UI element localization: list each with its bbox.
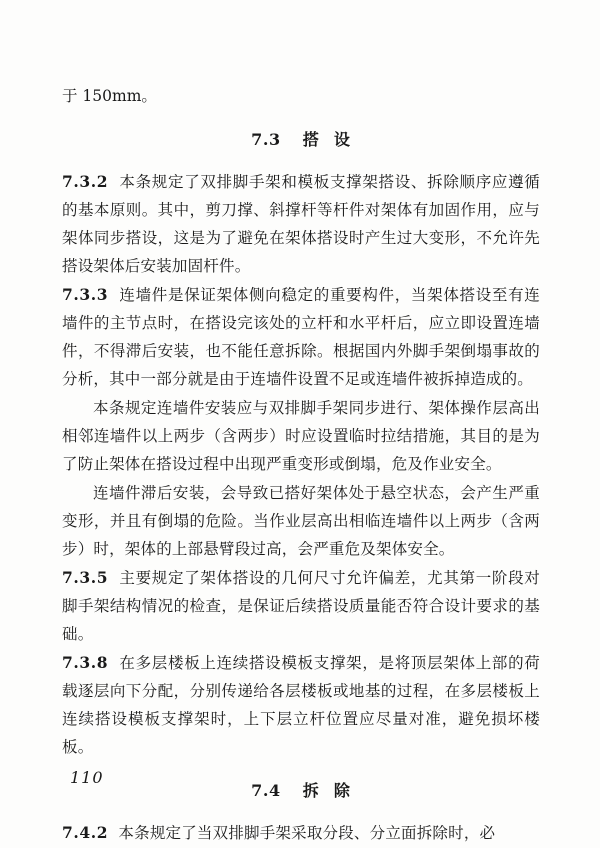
- section-title-char-1: 搭: [302, 130, 320, 149]
- clause-7-3-5: [62, 564, 540, 648]
- clause-7-3-3: [62, 281, 540, 393]
- paragraph-2: 连墙件滞后安装，会导致已搭好架体处于悬空状态，会产生严重变形，并且有倒塌的危险。当作业层高出相临连墙件以上两步（含两步）时，架体的上部悬臂段过高，会严重危及架体安全。: [62, 484, 540, 558]
- clause-label-7-3-3: 7.3.3: [62, 285, 109, 304]
- clause-text-7-3-3: 连墙件是保证架体侧向稳定的重要构件，当架体搭设至有连墙件的主节点时，在搭设完该处的立杆和水平杆后，应立即设置连墙件，不得滞后安装，也不能任意拆除。根据国内外脚手架倒塌事故的分析，其中一部分就是由于连墙件设置不足或连墙件被拆掉造成的。: [62, 286, 540, 388]
- clause-text-7-3-8: 在多层楼板上连续搭设模板支撑架，是将顶层架体上部的荷载逐层向下分配，分别传递给各层楼板或地基的过程，在多层楼板上连续搭设模板支撑架时，上下层立杆位置应尽量对准，避免损坏楼板。: [62, 654, 540, 756]
- section-heading-7-3: [62, 126, 540, 154]
- section-2-title-char-1: 拆: [302, 781, 320, 800]
- section-title-char-2: 设: [333, 130, 351, 149]
- clause-label-7-3-5: 7.3.5: [62, 568, 109, 587]
- clause-label-7-4-2: 7.4.2: [62, 823, 109, 842]
- clause-label-7-3-2: 7.3.2: [62, 172, 109, 191]
- clause-7-4-2: [62, 819, 540, 847]
- section-number-7-4: 7.4: [251, 781, 281, 800]
- section-number-7-3: 7.3: [251, 130, 281, 149]
- section-2-title-char-2: 除: [333, 781, 351, 800]
- clause-label-7-3-8: 7.3.8: [62, 653, 109, 672]
- page-number: 110: [70, 768, 104, 787]
- continued-line: 于 150mm。: [62, 87, 157, 105]
- page-content: [62, 82, 540, 848]
- clause-text-7-3-5: 主要规定了架体搭设的几何尺寸允许偏差，尤其第一阶段对脚手架结构情况的检查，是保证后续搭设质量能否符合设计要求的基础。: [62, 569, 540, 643]
- paragraph-1: 本条规定连墙件安装应与双排脚手架同步进行、架体操作层高出相邻连墙件以上两步（含两步）时应设置临时拉结措施，其目的是为了防止架体在搭设过程中出现严重变形或倒塌，危及作业安全。: [62, 399, 540, 473]
- clause-7-3-2: [62, 168, 540, 280]
- clause-text-7-4-2: 本条规定了当双排脚手架采取分段、分立面拆除时，必: [118, 824, 496, 842]
- clause-text-7-3-2: 本条规定了双排脚手架和模板支撑架搭设、拆除顺序应遵循的基本原则。其中，剪刀撑、斜撑杆等杆件对架体有加固作用，应与架体同步搭设，这是为了避免在架体搭设时产生过大变形，不允许先搭设架体后安装加固杆件。: [62, 173, 540, 275]
- section-heading-7-4: [62, 777, 540, 805]
- clause-7-3-8: [62, 649, 540, 761]
